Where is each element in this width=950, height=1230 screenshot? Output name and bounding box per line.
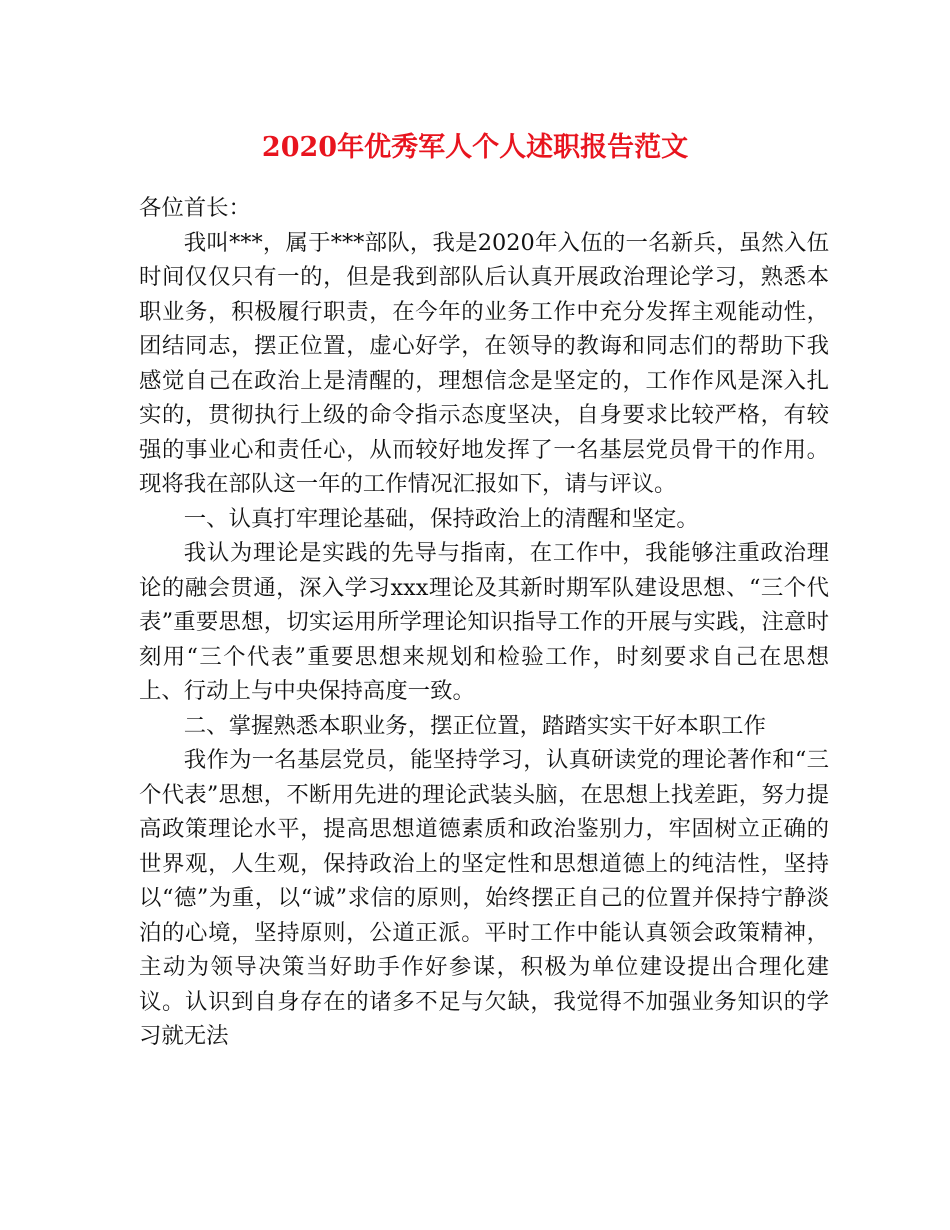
section-heading-2: 二、掌握熟悉本职业务，摆正位置，踏踏实实干好本职工作 [183, 712, 766, 739]
section-heading-1: 一、认真打牢理论基础，保持政治上的清醒和坚定。 [183, 505, 699, 532]
paragraph-intro: 我叫***，属于***部队，我是2020年入伍的一名新兵，虽然入伍时间仅仅只有一的，但是我到部队后认真开展政治理论学习，熟悉本职业务，积极履行职责，在今年的业务工作中充分发挥主观能动性，团结同志，摆正位置，虚心好学，在领导的教诲和同志们的帮助下我感觉自己在政治上是清醒的，理想信念是坚定的，工作作风是深入扎实的，贯彻执行上级的命令指示态度坚决，自身要求比较严格，有较强的事业心和责任心，从而较好地发挥了一名基层党员骨干的作用。现将我在部队这一年的工作情况汇报如下，请与评议。 [139, 229, 829, 497]
paragraph-duty: 我作为一名基层党员，能坚持学习，认真研读党的理论著作和“三个代表”思想，不断用先进的理论武装头脑，在思想上找差距，努力提高政策理论水平，提高思想道德素质和政治鉴别力，牢固树立正确的世界观，人生观，保持政治上的坚定性和思想道德上的纯洁性，坚持以“德”为重，以“诚”求信的原则，始终摆正自己的位置并保持宁静淡泊的心境，坚持原则，公道正派。平时工作中能认真领会政策精神，主动为领导决策当好助手作好参谋，积极为单位建设提出合理化建议。认识到自身存在的诸多不足与欠缺，我觉得不加强业务知识的学习就无法 [139, 747, 829, 1049]
salutation: 各位首长： [139, 195, 251, 221]
document-title: 2020年优秀军人个人述职报告范文 [261, 132, 689, 163]
document-body [139, 191, 829, 1054]
paragraph-theory: 我认为理论是实践的先导与指南，在工作中，我能够注重政治理论的融会贯通，深入学习xxx理论及其新时期军队建设思想、“三个代表”重要思想，切实运用所学理论知识指导工作的开展与实践，注意时刻用“三个代表”重要思想来规划和检验工作，时刻要求自己在思想上、行动上与中央保持高度一致。 [139, 540, 829, 704]
